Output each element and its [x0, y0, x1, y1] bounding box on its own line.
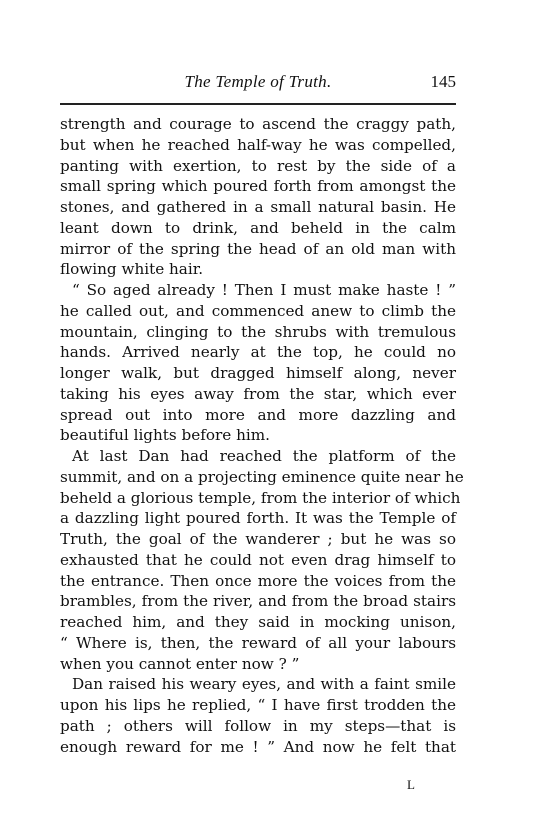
text-line: he called out, and commenced anew to climb the — [60, 301, 456, 320]
text-line: summit, and on a projecting eminence quite near he — [60, 467, 464, 486]
text-line: Truth, the goal of the wanderer ; but he was so — [60, 530, 456, 548]
text-line: beheld a glorious temple, from the interior of which — [60, 488, 461, 507]
text-line: mountain, clinging to the shrubs with tremulous — [60, 322, 456, 341]
text-line: taking his eyes away from the star, which ever — [60, 384, 456, 403]
text-line: longer walk, but dragged himself along, never — [60, 364, 456, 382]
text-line: strength and courage to ascend the craggy path, — [60, 115, 456, 133]
text-line: the entrance. Then once more the voices from the — [60, 571, 456, 590]
text-line: hands. Arrived nearly at the top, he could no — [60, 343, 456, 362]
text-line: panting with exertion, to rest by the side of a — [60, 156, 456, 175]
text-line: beautiful lights before him. — [60, 426, 270, 445]
text-line: when you cannot enter now ? ” — [60, 654, 300, 673]
running-title: The Temple of Truth. — [184, 72, 332, 91]
text-line: reached him, and they said in mocking unison, — [60, 613, 456, 631]
text-line: but when he reached half-way he was compelled, — [60, 135, 456, 154]
text-line: Dan raised his weary eyes, and with a faint smile — [72, 675, 456, 694]
text-line: At last Dan had reached the platform of the — [72, 447, 456, 465]
text-line: a dazzling light poured forth. It was the Temple of — [60, 509, 456, 528]
text-line: stones, and gathered in a small natural basin. He — [60, 198, 456, 216]
text-line: mirror of the spring the head of an old man with — [60, 239, 456, 258]
signature-mark: L — [407, 777, 415, 792]
text-line: spread out into more and more dazzling and — [60, 405, 456, 424]
text-line: upon his lips he replied, “ I have first trodden the — [60, 696, 456, 714]
text-line: exhausted that he could not even drag himself to — [60, 550, 456, 569]
body-text — [60, 114, 464, 757]
text-line: “ Where is, then, the reward of all your labours — [60, 633, 456, 652]
text-line: enough reward for me ! ” And now he felt that — [60, 737, 456, 756]
text-line: “ So aged already ! Then I must make haste ! ” — [72, 281, 456, 299]
text-line: flowing white hair. — [60, 260, 204, 279]
text-line: leant down to drink, and beheld in the calm — [60, 218, 456, 237]
page-number: 145 — [430, 72, 456, 91]
text-line: path ; others will follow in my steps—that is — [60, 716, 456, 735]
text-line: small spring which poured forth from amongst the — [60, 177, 456, 196]
text-line: brambles, from the river, and from the broad stairs — [60, 592, 456, 611]
header-rule — [60, 103, 456, 105]
page-header — [60, 72, 456, 96]
